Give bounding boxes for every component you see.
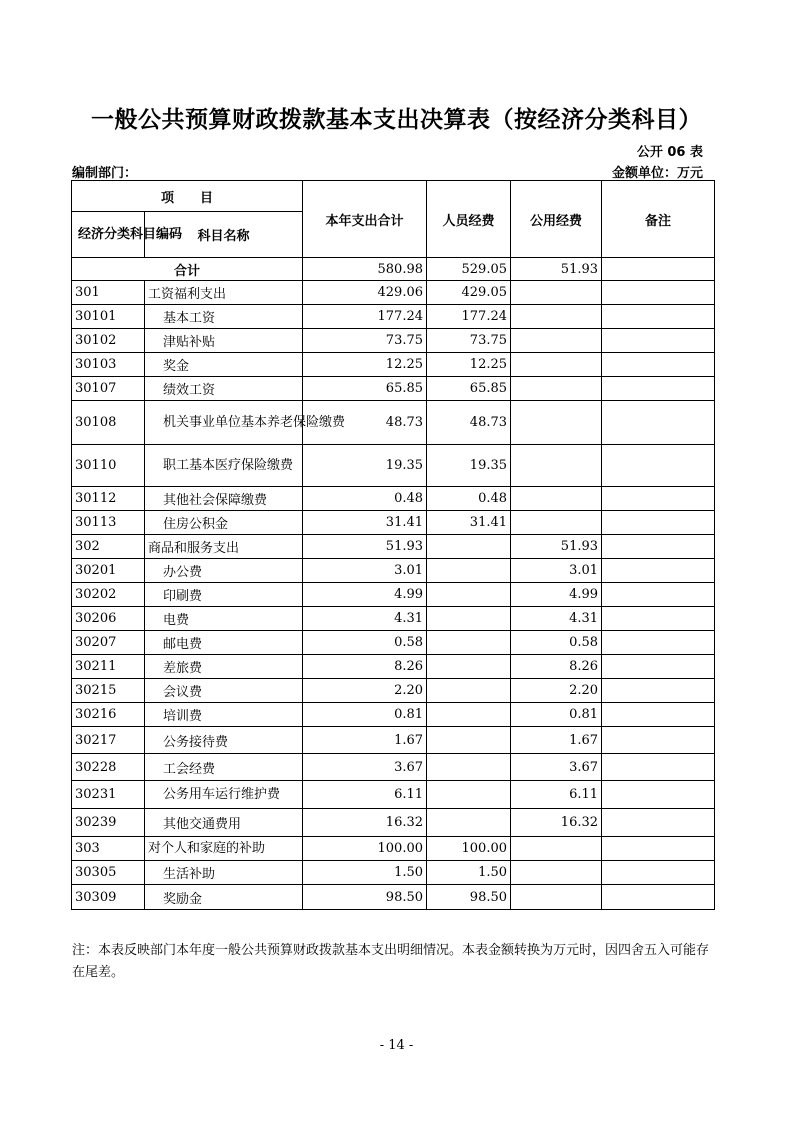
remark-cell [602,607,715,631]
name-cell: 基本工资 [145,305,303,329]
public-cell: 16.32 [511,809,602,837]
department-label: 编制部门： [72,166,138,181]
personnel-cell: 48.73 [427,401,511,445]
code-cell: 30102 [72,329,145,353]
code-cell: 303 [72,837,145,861]
table-row [72,631,715,655]
personnel-cell [427,679,511,703]
name-cell: 工资福利支出 [145,281,303,305]
table-row [72,583,715,607]
table-row [72,607,715,631]
table-row [72,703,715,727]
name-cell: 会议费 [145,679,303,703]
header-personnel: 人员经费 [427,181,511,258]
remark-cell [602,703,715,727]
public-cell: 0.81 [511,703,602,727]
total-cell: 31.41 [303,511,427,535]
code-cell: 30228 [72,754,145,781]
remark-cell [602,401,715,445]
table-row [72,655,715,679]
total-cell: 12.25 [303,353,427,377]
name-cell: 办公费 [145,559,303,583]
public-cell: 51.93 [511,535,602,559]
code-cell: 30231 [72,781,145,809]
name-cell: 电费 [145,607,303,631]
code-cell: 30211 [72,655,145,679]
name-cell: 生活补助 [145,861,303,885]
name-cell: 培训费 [145,703,303,727]
total-value: 580.98 [303,258,427,281]
personnel-cell: 19.35 [427,445,511,487]
name-cell: 工会经费 [145,754,303,781]
total-cell: 1.67 [303,727,427,754]
total-cell: 6.11 [303,781,427,809]
total-cell: 98.50 [303,885,427,910]
total-cell: 177.24 [303,305,427,329]
total-cell: 16.32 [303,809,427,837]
code-cell: 30101 [72,305,145,329]
name-cell: 住房公积金 [145,511,303,535]
name-cell: 奖励金 [145,885,303,910]
remark-cell [602,329,715,353]
code-cell: 30309 [72,885,145,910]
code-cell: 30103 [72,353,145,377]
personnel-cell: 1.50 [427,861,511,885]
public-cell [511,487,602,511]
remark-cell [602,885,715,910]
form-number: 公开 06 表 [636,145,703,160]
total-cell: 3.67 [303,754,427,781]
total-cell: 429.06 [303,281,427,305]
expenditure-table [71,180,715,910]
personnel-cell [427,631,511,655]
total-cell: 3.01 [303,559,427,583]
total-public: 51.93 [511,258,602,281]
personnel-cell [427,583,511,607]
code-cell: 30239 [72,809,145,837]
remark-cell [602,631,715,655]
name-cell: 邮电费 [145,631,303,655]
personnel-cell [427,703,511,727]
personnel-cell [427,607,511,631]
table-row [72,281,715,305]
remark-cell [602,679,715,703]
table-note: 注：本表反映部门本年度一般公共预算财政拨款基本支出明细情况。本表金额转换为万元时，因四舍五入可能存在尾差。 [72,943,710,980]
public-cell [511,511,602,535]
remark-cell [602,559,715,583]
remark-cell [602,583,715,607]
remark-cell [602,781,715,809]
public-cell [511,445,602,487]
table-row [72,305,715,329]
personnel-cell: 98.50 [427,885,511,910]
table-row [72,353,715,377]
remark-cell [602,727,715,754]
personnel-cell: 65.85 [427,377,511,401]
public-cell [511,885,602,910]
table-row [72,535,715,559]
public-cell: 4.99 [511,583,602,607]
public-cell: 3.01 [511,559,602,583]
name-cell: 公务用车运行维护费 [145,781,303,809]
personnel-cell: 177.24 [427,305,511,329]
personnel-cell: 73.75 [427,329,511,353]
page-title: 一般公共预算财政拨款基本支出决算表（按经济分类科目） [91,107,702,133]
public-cell: 2.20 [511,679,602,703]
personnel-cell: 31.41 [427,511,511,535]
name-cell: 奖金 [145,353,303,377]
code-cell: 30305 [72,861,145,885]
public-cell: 3.67 [511,754,602,781]
table-row [72,861,715,885]
remark-cell [602,281,715,305]
public-cell: 0.58 [511,631,602,655]
remark-cell [602,487,715,511]
total-cell: 8.26 [303,655,427,679]
personnel-cell: 429.05 [427,281,511,305]
header-project: 项 目 [72,181,303,212]
code-cell: 30206 [72,607,145,631]
table-row [72,401,715,445]
code-cell: 302 [72,535,145,559]
code-cell: 30202 [72,583,145,607]
personnel-cell [427,754,511,781]
name-cell: 津贴补贴 [145,329,303,353]
name-cell: 对个人和家庭的补助 [145,837,303,861]
header-remark: 备注 [602,181,715,258]
total-cell: 51.93 [303,535,427,559]
personnel-cell: 0.48 [427,487,511,511]
table-row [72,727,715,754]
total-cell: 100.00 [303,837,427,861]
code-cell: 30207 [72,631,145,655]
name-cell: 差旅费 [145,655,303,679]
name-cell: 机关事业单位基本养老保险缴费 [145,401,303,445]
total-personnel: 529.05 [427,258,511,281]
name-cell: 其他社会保障缴费 [145,487,303,511]
remark-cell [602,511,715,535]
table-row [72,445,715,487]
public-cell [511,281,602,305]
name-cell: 印刷费 [145,583,303,607]
code-cell: 301 [72,281,145,305]
amount-unit-label: 金额单位：万元 [611,166,703,181]
table-row [72,837,715,861]
total-cell: 73.75 [303,329,427,353]
code-cell: 30108 [72,401,145,445]
total-remark [602,258,715,281]
header-code: 经济分类科目编码 [72,212,145,258]
name-cell: 绩效工资 [145,377,303,401]
remark-cell [602,535,715,559]
public-cell: 4.31 [511,607,602,631]
remark-cell [602,305,715,329]
table-row [72,559,715,583]
public-cell [511,861,602,885]
name-cell: 其他交通费用 [145,809,303,837]
code-cell: 30216 [72,703,145,727]
remark-cell [602,377,715,401]
table-row [72,487,715,511]
total-cell: 19.35 [303,445,427,487]
total-cell: 2.20 [303,679,427,703]
table-row [72,754,715,781]
public-cell [511,353,602,377]
total-cell: 4.99 [303,583,427,607]
personnel-cell [427,535,511,559]
personnel-cell: 100.00 [427,837,511,861]
code-cell: 30112 [72,487,145,511]
personnel-cell [427,559,511,583]
remark-cell [602,353,715,377]
remark-cell [602,837,715,861]
remark-cell [602,861,715,885]
personnel-cell [427,781,511,809]
remark-cell [602,445,715,487]
name-cell: 职工基本医疗保险缴费 [145,445,303,487]
personnel-cell [427,727,511,754]
public-cell [511,377,602,401]
header-public: 公用经费 [511,181,602,258]
total-cell: 4.31 [303,607,427,631]
total-cell: 1.50 [303,861,427,885]
total-cell: 65.85 [303,377,427,401]
table-row-total [72,258,715,281]
public-cell [511,305,602,329]
total-cell: 0.48 [303,487,427,511]
total-cell: 0.81 [303,703,427,727]
total-cell: 48.73 [303,401,427,445]
table-row [72,781,715,809]
table-row [72,377,715,401]
public-cell: 8.26 [511,655,602,679]
total-cell: 0.58 [303,631,427,655]
table-row [72,809,715,837]
table-row [72,329,715,353]
total-label: 合计 [72,258,303,281]
remark-cell [602,809,715,837]
public-cell: 6.11 [511,781,602,809]
name-cell: 公务接待费 [145,727,303,754]
public-cell [511,837,602,861]
header-total: 本年支出合计 [303,181,427,258]
table-row [72,885,715,910]
table-row [72,679,715,703]
code-cell: 30113 [72,511,145,535]
public-cell: 1.67 [511,727,602,754]
code-cell: 30215 [72,679,145,703]
personnel-cell: 12.25 [427,353,511,377]
public-cell [511,401,602,445]
public-cell [511,329,602,353]
code-cell: 30217 [72,727,145,754]
page-number: - 14 - [379,1038,414,1053]
name-cell: 商品和服务支出 [145,535,303,559]
code-cell: 30201 [72,559,145,583]
header-name: 科目名称 [145,212,303,258]
personnel-cell [427,655,511,679]
code-cell: 30107 [72,377,145,401]
remark-cell [602,754,715,781]
personnel-cell [427,809,511,837]
remark-cell [602,655,715,679]
code-cell: 30110 [72,445,145,487]
table-row [72,511,715,535]
